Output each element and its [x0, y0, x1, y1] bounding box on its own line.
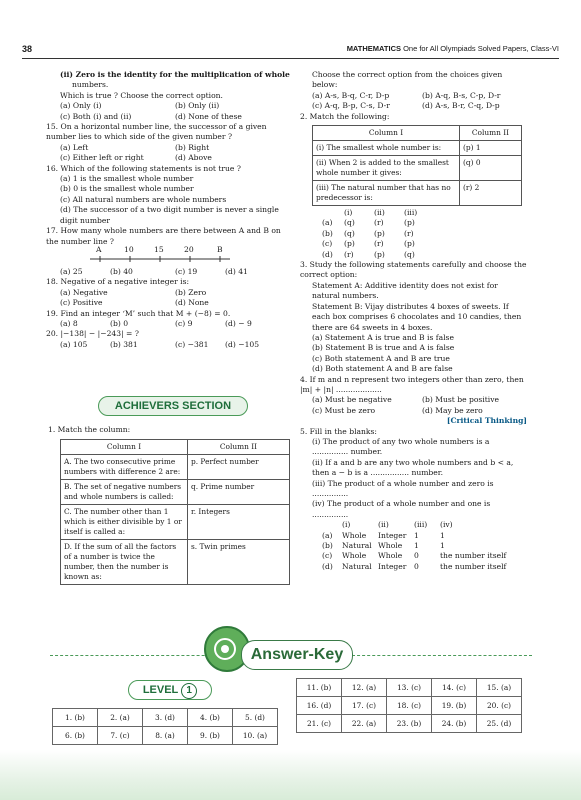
grid-head: (i): [344, 208, 353, 218]
option: (a) Statement A is true and B is false: [312, 332, 454, 342]
level-badge: [128, 680, 212, 700]
option-cell: (p): [404, 218, 415, 228]
table-row: [61, 455, 290, 480]
header-rule: [22, 58, 559, 59]
option: (d) − 9: [225, 318, 252, 328]
q1-options-row1: [312, 91, 527, 101]
grid-head: (iii): [414, 520, 428, 530]
option-label: (c): [322, 239, 333, 249]
option: (c) Must be zero: [312, 405, 376, 415]
fill-item: (iii) The product of a whole number and zero is ...............: [312, 478, 494, 498]
answer-cell: 16. (d): [297, 697, 342, 715]
table-cell: (iii) The natural number that has no predecessor is:: [313, 181, 460, 206]
option-cell: (r): [344, 249, 354, 259]
option-label: (d): [322, 249, 333, 259]
q14-ask: Which is true ? Choose the correct option.: [60, 90, 223, 100]
question-19: 19. Find an integer ‘M’ such that M + (−8) = 0.: [46, 308, 231, 318]
question-16: 16. Which of the following statements is not true ?: [46, 163, 241, 173]
q5-option-grid: [312, 520, 527, 572]
option-cell: Whole: [378, 541, 403, 551]
option-cell: Integer: [378, 561, 407, 571]
table-cell: (i) The smallest whole number is:: [313, 141, 460, 156]
option-cell: (q): [344, 218, 355, 228]
option: (d) The successor of a two digit number is never a single digit number: [60, 205, 279, 225]
option-cell: 1: [414, 541, 419, 551]
question-18: 18. Negative of a negative integer is:: [46, 277, 190, 287]
table-cell: A. The two consecutive prime numbers with difference 2 are:: [61, 455, 188, 480]
page-header: [22, 44, 559, 58]
option-cell: (r): [374, 218, 384, 228]
numline-label: B: [217, 244, 223, 254]
question-2: 2. Match the following:: [300, 111, 390, 121]
grid-head: (ii): [378, 520, 389, 530]
page-footer-decoration: [0, 750, 581, 800]
option-label: (a): [322, 530, 333, 540]
option-cell: (p): [374, 249, 385, 259]
question-4: 4. If m and n represent two integers other than zero, then |m| + |n| ...................: [300, 374, 524, 394]
table-cell: p. Perfect number: [188, 455, 290, 480]
answer-cell: 25. (d): [477, 715, 522, 733]
table-cell: s. Twin primes: [188, 540, 290, 585]
answer-cell: 3. (d): [143, 709, 188, 727]
achievers-q1: 1. Match the column:: [48, 425, 131, 434]
table-row: [313, 141, 522, 156]
answer-key-title: Answer-Key: [241, 640, 353, 670]
grid-head: (i): [342, 520, 351, 530]
table-row: [61, 505, 290, 540]
option: (d) −105: [225, 339, 260, 349]
answer-cell: 14. (c): [432, 679, 477, 697]
match-table: [60, 439, 290, 585]
option: (a) Only (i): [60, 101, 102, 111]
option-label: (d): [322, 561, 333, 571]
option-cell: 0: [414, 561, 419, 571]
critical-thinking-tag: [Critical Thinking]: [446, 416, 527, 426]
table-header: [61, 440, 290, 455]
q4-options-row2: [312, 406, 527, 416]
fill-item: (iv) The product of a whole number and one is ...............: [312, 499, 491, 519]
question-17: 17. How many whole numbers are there between A and B on the number line ?: [46, 226, 281, 246]
answer-cell: 17. (c): [342, 697, 387, 715]
q15-options-row2: [60, 153, 290, 163]
q18-options-row1: [60, 288, 290, 298]
left-column: [46, 70, 290, 350]
answer-cell: 11. (b): [297, 679, 342, 697]
option: (d) A-s, B-r, C-q, D-p: [422, 101, 500, 111]
running-title: [347, 44, 559, 53]
answer-table-left: [52, 708, 278, 745]
option: (c) Positive: [60, 298, 103, 308]
option-cell: (p): [404, 239, 415, 249]
option: (c) Both statement A and B are true: [312, 353, 450, 363]
answer-cell: 1. (b): [53, 709, 98, 727]
right-column: [300, 70, 527, 572]
table-cell: (ii) When 2 is added to the smallest whole number it gives:: [313, 156, 460, 181]
option-cell: 1: [440, 530, 445, 540]
answer-cell: 2. (a): [98, 709, 143, 727]
q14-part-ii-cont: numbers.: [72, 80, 109, 90]
q2-option-grid: [312, 208, 527, 260]
option: (d) Both statement A and B are false: [312, 364, 453, 374]
option-cell: Natural: [342, 541, 372, 551]
answer-cell: 8. (a): [143, 727, 188, 745]
q1-options-row2: [312, 101, 527, 111]
table-row: [297, 715, 522, 733]
q17-options: [60, 267, 290, 277]
option-label: (b): [322, 228, 333, 238]
option: (c) 9: [175, 318, 193, 328]
fill-item: (ii) If a and b are any two whole numbers and b < a, then a − b is a ................ number.: [312, 457, 514, 478]
answer-table-right: [296, 678, 522, 733]
option-cell: Integer: [378, 530, 407, 540]
option: (d) Above: [175, 153, 212, 163]
answer-cell: 13. (c): [387, 679, 432, 697]
option: (b) A-q, B-s, C-p, D-r: [422, 90, 501, 100]
table-head-cell: Column II: [460, 126, 522, 141]
table-header: [313, 126, 522, 141]
q18-options-row2: [60, 298, 290, 308]
option: (c) 19: [175, 266, 198, 276]
table-row: [61, 540, 290, 585]
table-cell: (p) 1: [460, 141, 522, 156]
option-cell: (r): [374, 239, 384, 249]
option: (b) Right: [175, 142, 210, 152]
table-head-cell: Column I: [61, 440, 188, 455]
numline-label: 20: [184, 244, 194, 254]
q19-options: [60, 319, 290, 329]
answer-cell: 6. (b): [53, 727, 98, 745]
q15-options-row1: [60, 143, 290, 153]
statement-b: Statement B: Vijay distributes 4 boxes of sweets. If each box comprises 6 chocolates and 10 candies, then there are 64 sweets in 4 boxes.: [312, 301, 522, 332]
option: (b) Statement B is true and A is false: [312, 343, 455, 353]
match-table-2: [312, 125, 522, 206]
question-3: 3. Study the following statements carefully and choose the correct option:: [300, 260, 527, 280]
option: (c) A-q, B-p, C-s, D-r: [312, 101, 390, 111]
option-cell: Whole: [378, 551, 403, 561]
table-row: [313, 181, 522, 206]
grid-head: (iii): [404, 208, 418, 218]
answer-cell: 18. (c): [387, 697, 432, 715]
q14-options-row2: [60, 112, 290, 122]
option-cell: (q): [404, 249, 415, 259]
table-cell: (r) 2: [460, 181, 522, 206]
option: (d) None: [175, 298, 209, 308]
option: (a) 105: [60, 339, 88, 349]
answer-key-rule-right: [352, 655, 532, 656]
achievers-section-banner: ACHIEVERS SECTION: [98, 396, 248, 416]
option: (d) 41: [225, 266, 248, 276]
table-cell: q. Prime number: [188, 480, 290, 505]
fill-item: (i) The product of any two whole numbers is a ............... number.: [312, 436, 490, 457]
number-line: [60, 244, 260, 267]
table-cell: C. The number other than 1 which is either divisible by 1 or itself is called a:: [61, 505, 188, 540]
q20-options: [60, 340, 290, 350]
answer-cell: 24. (b): [432, 715, 477, 733]
table-cell: r. Integers: [188, 505, 290, 540]
q14-part-ii: (ii) Zero is the identity for the multiplication of whole: [60, 70, 290, 79]
answer-cell: 20. (c): [477, 697, 522, 715]
option: (a) 25: [60, 266, 83, 276]
table-head-cell: Column I: [313, 126, 460, 141]
grid-head: (ii): [374, 208, 385, 218]
answer-cell: 10. (a): [233, 727, 278, 745]
option-cell: (p): [344, 239, 355, 249]
option-cell: (q): [344, 228, 355, 238]
option-cell: Whole: [342, 530, 367, 540]
q4-options-row1: [312, 395, 527, 405]
level-number: 1: [181, 683, 197, 699]
option: (b) 0: [110, 318, 129, 328]
table-cell: B. The set of negative numbers and whole numbers is called:: [61, 480, 188, 505]
option-cell: 1: [414, 530, 419, 540]
option-cell: (p): [374, 228, 385, 238]
option-cell: the number itself: [440, 561, 507, 571]
option-cell: the number itself: [440, 551, 507, 561]
answer-cell: 12. (a): [342, 679, 387, 697]
answer-cell: 19. (b): [432, 697, 477, 715]
option: (a) 8: [60, 318, 78, 328]
table-cell: D. If the sum of all the factors of a number is twice the number, then the number is known as:: [61, 540, 188, 585]
answer-cell: 9. (b): [188, 727, 233, 745]
numline-label: 10: [124, 244, 134, 254]
answer-cell: 15. (a): [477, 679, 522, 697]
table-row: [61, 480, 290, 505]
table-row: [297, 697, 522, 715]
option-cell: 0: [414, 551, 419, 561]
option-cell: Natural: [342, 561, 372, 571]
grid-head: (iv): [440, 520, 453, 530]
subject: MATHEMATICS: [346, 44, 401, 53]
level-label: LEVEL: [142, 684, 179, 696]
option: (c) −381: [175, 339, 209, 349]
question-20: 20. |−138| − |−243| = ?: [46, 329, 139, 339]
table-cell: (q) 0: [460, 156, 522, 181]
answer-cell: 23. (b): [387, 715, 432, 733]
option-label: (a): [322, 218, 333, 228]
table-row: [53, 727, 278, 745]
option: (a) Left: [60, 142, 89, 152]
answer-cell: 22. (a): [342, 715, 387, 733]
option-cell: Whole: [342, 551, 367, 561]
numline-label: A: [96, 244, 102, 254]
option: (d) None of these: [175, 111, 242, 121]
option: (c) Both (i) and (ii): [60, 111, 132, 121]
option: (a) A-s, B-q, C-r, D-p: [312, 90, 390, 100]
table-row: [297, 679, 522, 697]
statement-a: Statement A: Additive identity does not exist for natural numbers.: [312, 280, 498, 301]
table-row: [313, 156, 522, 181]
q1-intro: Choose the correct option from the choices given below:: [312, 70, 503, 90]
numline-label: 15: [154, 244, 164, 254]
book-title: One for All Olympiads Solved Papers, Class-VI: [403, 44, 559, 53]
left-match: [48, 425, 290, 585]
option: (a) Must be negative: [312, 395, 392, 405]
option-label: (c): [322, 551, 333, 561]
answer-cell: 21. (c): [297, 715, 342, 733]
answer-cell: 5. (d): [233, 709, 278, 727]
table-head-cell: Column II: [188, 440, 290, 455]
option: (b) 40: [110, 266, 133, 276]
answer-cell: 7. (c): [98, 727, 143, 745]
q14-options-row1: [60, 101, 290, 111]
option: (a) 1 is the smallest whole number: [60, 174, 194, 184]
question-15: 15. On a horizontal number line, the successor of a given number lies to which side of the given number ?: [46, 122, 267, 142]
option: (c) Either left or right: [60, 153, 144, 163]
option: (b) Zero: [175, 287, 207, 297]
option: (a) Negative: [60, 287, 108, 297]
option-cell: 1: [440, 541, 445, 551]
option: (b) Only (ii): [175, 101, 220, 111]
page-number: 38: [22, 44, 33, 54]
option: (b) 381: [110, 339, 138, 349]
table-row: [53, 709, 278, 727]
option: (b) 0 is the smallest whole number: [60, 184, 194, 194]
option-label: (b): [322, 541, 333, 551]
option: (c) All natural numbers are whole numbers: [60, 194, 227, 204]
answer-cell: 4. (b): [188, 709, 233, 727]
option-cell: (r): [404, 228, 414, 238]
question-5: 5. Fill in the blanks:: [300, 426, 377, 436]
option: (d) May be zero: [422, 405, 483, 415]
option: (b) Must be positive: [422, 395, 500, 405]
